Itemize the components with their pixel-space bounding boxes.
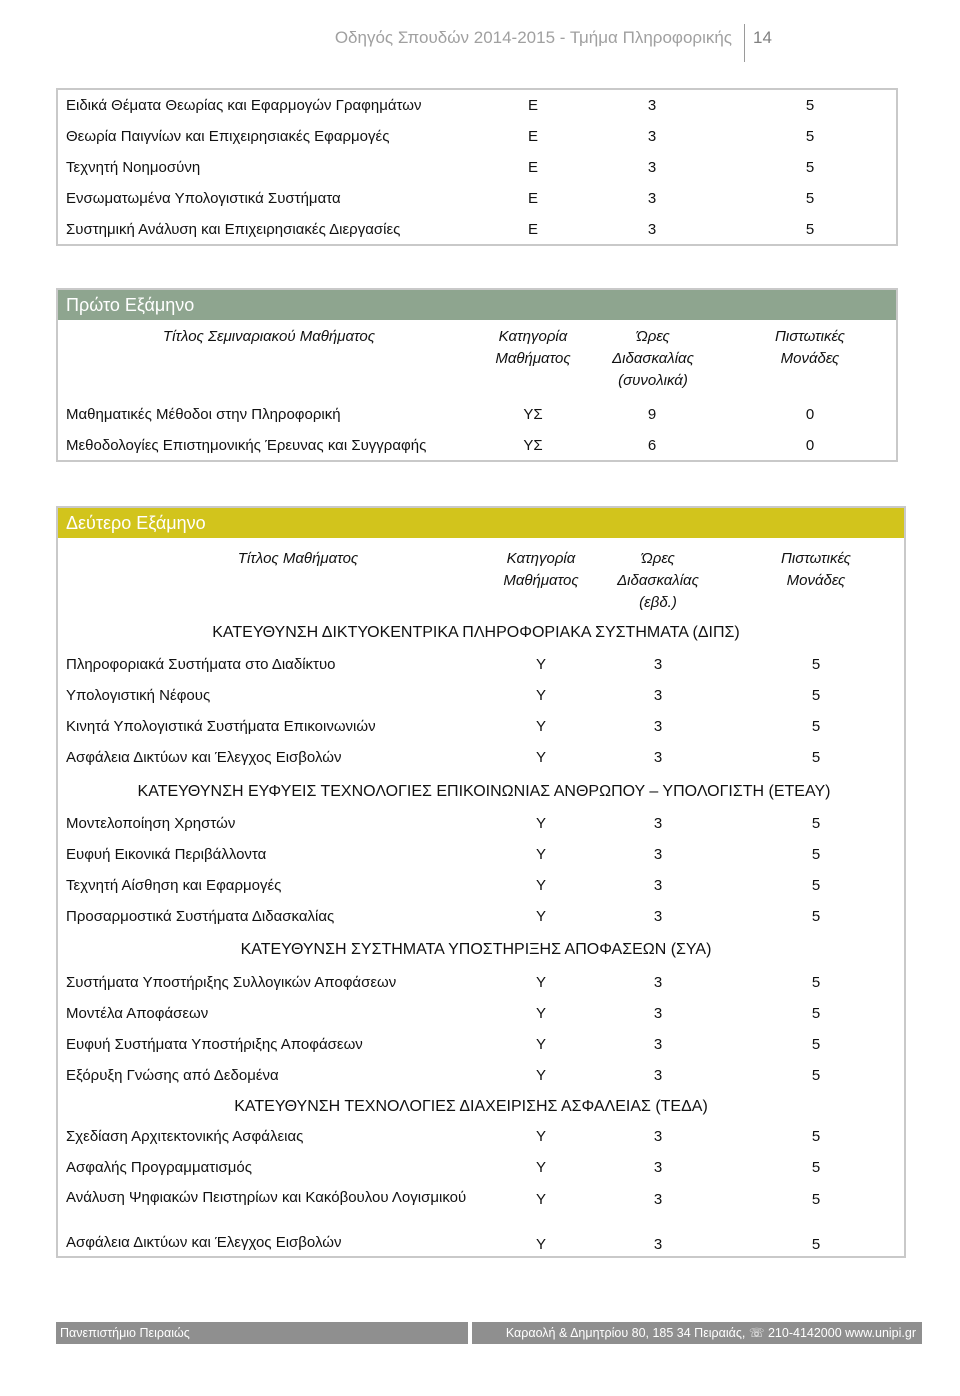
course-title: Ευφυή Συστήματα Υποστήριξης Αποφάσεων: [66, 1036, 363, 1053]
column-header-hours-line2: Διδασκαλίας: [612, 350, 694, 367]
column-header-category: [486, 548, 596, 592]
course-title: Τεχνητή Αίσθηση και Εφαρμογές: [66, 877, 282, 894]
course-category: Υ: [535, 718, 546, 735]
course-title: Ευφυή Εικονικά Περιβάλλοντα: [66, 846, 267, 863]
course-category: Ε: [527, 159, 538, 176]
course-category: Υ: [535, 656, 546, 673]
course-title: Θεωρία Παιγνίων και Επιχειρησιακές Εφαρμογές: [66, 128, 390, 145]
second-semester-heading: Δεύτερο Εξάμηνο: [58, 508, 904, 538]
course-category: Ε: [527, 97, 538, 114]
course-category: Ε: [527, 190, 538, 207]
footer-university: Πανεπιστήμιο Πειραιώς: [60, 1326, 190, 1340]
course-title: Ασφάλεια Δικτύων και Έλεγχος Εισβολών: [66, 1234, 342, 1251]
course-credits: 5: [805, 221, 815, 238]
column-header-category-line1: Κατηγορία: [498, 328, 568, 345]
course-credits: 5: [811, 749, 821, 766]
column-header-category-line2: Μαθήματος: [495, 350, 571, 367]
course-title: Συστήματα Υποστήριξης Συλλογικών Αποφάσεων: [66, 974, 397, 991]
course-category: ΥΣ: [523, 437, 543, 454]
course-credits: 5: [811, 1036, 821, 1053]
column-header-hours-line1: Ώρες: [641, 550, 675, 567]
course-title: Εξόρυξη Γνώσης από Δεδομένα: [66, 1067, 279, 1084]
course-credits: 5: [811, 846, 821, 863]
column-header-hours: [598, 326, 708, 392]
course-hours: 3: [647, 128, 657, 145]
course-title: Υπολογιστική Νέφους: [66, 687, 211, 704]
course-hours: 9: [647, 406, 657, 423]
course-hours: 3: [647, 221, 657, 238]
course-hours: 3: [653, 908, 663, 925]
course-category: Υ: [535, 687, 546, 704]
course-category: Υ: [535, 1128, 546, 1145]
course-title: Ανάλυση Ψηφιακών Πειστηρίων και Κακόβουλου Λογισμικού: [66, 1189, 467, 1206]
course-title: Προσαρμοστικά Συστήματα Διδασκαλίας: [66, 908, 335, 925]
course-credits: 0: [805, 406, 815, 423]
track-heading-sya: ΚΑΤΕΥΘΥΝΣΗ ΣΥΣΤΗΜΑΤΑ ΥΠΟΣΤΗΡΙΞΗΣ ΑΠΟΦΑΣΕΩΝ (ΣΥΑ): [240, 941, 712, 958]
page-footer: [56, 1322, 922, 1344]
track-heading-eteay: ΚΑΤΕΥΘΥΝΣΗ ΕΥΦΥΕΙΣ ΤΕΧΝΟΛΟΓΙΕΣ ΕΠΙΚΟΙΝΩΝΙΑΣ ΑΝΘΡΩΠΟΥ – ΥΠΟΛΟΓΙΣΤΗ (ΕΤΕΑΥ): [137, 783, 831, 800]
column-header-category: [478, 326, 588, 370]
column-header-credits-line1: Πιστωτικές: [781, 550, 851, 567]
header-divider: [744, 24, 745, 62]
course-category: ΥΣ: [523, 406, 543, 423]
course-credits: 5: [811, 1005, 821, 1022]
course-category: Υ: [535, 815, 546, 832]
course-title: Μεθοδολογίες Επιστημονικής Έρευνας και Συγγραφής: [66, 437, 427, 454]
course-hours: 3: [653, 656, 663, 673]
course-hours: 3: [653, 687, 663, 704]
course-credits: 5: [811, 1067, 821, 1084]
course-credits: 5: [811, 656, 821, 673]
course-hours: 3: [647, 190, 657, 207]
course-credits: 5: [811, 1128, 821, 1145]
column-header-credits-line2: Μονάδες: [786, 572, 846, 589]
track-heading-dips: ΚΑΤΕΥΘΥΝΣΗ ΔΙΚΤΥΟΚΕΝΤΡΙΚΑ ΠΛΗΡΟΦΟΡΙΑΚΑ ΣΥΣΤΗΜΑΤΑ (ΔΙΠΣ): [212, 624, 740, 641]
course-hours: 3: [653, 749, 663, 766]
course-title: Συστημική Ανάλυση και Επιχειρησιακές Διεργασίες: [66, 221, 401, 238]
course-category: Υ: [535, 974, 546, 991]
column-header-credits-line2: Μονάδες: [780, 350, 840, 367]
course-title: Πληροφοριακά Συστήματα στο Διαδίκτυο: [66, 656, 336, 673]
column-header-credits: [750, 326, 870, 370]
column-header-hours-line2: Διδασκαλίας: [617, 572, 699, 589]
column-header-title: Τίτλος Σεμιναριακού Μαθήματος: [162, 328, 376, 345]
course-title: Σχεδίαση Αρχιτεκτονικής Ασφάλειας: [66, 1128, 304, 1145]
track-heading-teda: ΚΑΤΕΥΘΥΝΣΗ ΤΕΧΝΟΛΟΓΙΕΣ ΔΙΑΧΕΙΡΙΣΗΣ ΑΣΦΑΛΕΙΑΣ (ΤΕΔΑ): [234, 1098, 708, 1115]
course-category: Υ: [535, 846, 546, 863]
page-header-title: Οδηγός Σπουδών 2014-2015 - Τμήμα Πληροφορικής: [334, 28, 732, 47]
course-category: Ε: [527, 221, 538, 238]
course-title: Ασφάλεια Δικτύων και Έλεγχος Εισβολών: [66, 749, 342, 766]
column-header-category-line2: Μαθήματος: [503, 572, 579, 589]
column-header-credits: [756, 548, 876, 592]
course-hours: 3: [653, 877, 663, 894]
course-title: Κινητά Υπολογιστικά Συστήματα Επικοινωνιών: [66, 718, 376, 735]
column-header-credits-line1: Πιστωτικές: [775, 328, 845, 345]
course-credits: 5: [811, 815, 821, 832]
column-header-hours-line3: (εβδ.): [639, 594, 677, 611]
course-hours: 3: [653, 1236, 663, 1253]
course-credits: 5: [811, 1191, 821, 1208]
course-credits: 5: [805, 97, 815, 114]
second-semester-table: [56, 506, 906, 1258]
course-hours: 3: [647, 97, 657, 114]
course-title: Ενσωματωμένα Υπολογιστικά Συστήματα: [66, 190, 341, 207]
elective-courses-table: [56, 88, 898, 246]
course-credits: 5: [805, 128, 815, 145]
column-header-title: Τίτλος Μαθήματος: [237, 550, 359, 567]
course-credits: 5: [811, 718, 821, 735]
course-credits: 5: [805, 190, 815, 207]
course-hours: 3: [653, 1005, 663, 1022]
course-category: Υ: [535, 877, 546, 894]
page-number: 14: [753, 28, 772, 47]
course-category: Υ: [535, 1159, 546, 1176]
footer-divider: [468, 1322, 472, 1344]
course-title: Ειδικά Θέματα Θεωρίας και Εφαρμογών Γραφημάτων: [66, 97, 422, 114]
course-hours: 3: [653, 1191, 663, 1208]
course-credits: 0: [805, 437, 815, 454]
column-header-hours-line3: (συνολικά): [618, 372, 688, 389]
course-title: Τεχνητή Νοημοσύνη: [66, 159, 201, 176]
footer-contact: Καραολή & Δημητρίου 80, 185 34 Πειραιάς, ☏ 210-4142000 www.unipi.gr: [505, 1326, 916, 1340]
course-title: Μοντελοποίηση Χρηστών: [66, 815, 236, 832]
course-hours: 3: [653, 1067, 663, 1084]
course-credits: 5: [811, 1236, 821, 1253]
column-header-category-line1: Κατηγορία: [506, 550, 576, 567]
column-header-hours: [603, 548, 713, 614]
course-credits: 5: [811, 1159, 821, 1176]
course-title: Μαθηματικές Μέθοδοι στην Πληροφορική: [66, 406, 341, 423]
course-category: Υ: [535, 749, 546, 766]
course-category: Υ: [535, 908, 546, 925]
column-header-hours-line1: Ώρες: [636, 328, 670, 345]
course-credits: 5: [805, 159, 815, 176]
course-category: Υ: [535, 1236, 546, 1253]
course-hours: 3: [653, 1036, 663, 1053]
course-hours: 3: [653, 718, 663, 735]
course-category: Ε: [527, 128, 538, 145]
course-hours: 3: [647, 159, 657, 176]
course-category: Υ: [535, 1005, 546, 1022]
course-credits: 5: [811, 908, 821, 925]
course-title: Μοντέλα Αποφάσεων: [66, 1005, 209, 1022]
course-hours: 3: [653, 846, 663, 863]
course-title: Ασφαλής Προγραμματισμός: [66, 1159, 252, 1176]
course-credits: 5: [811, 974, 821, 991]
course-category: Υ: [535, 1191, 546, 1208]
first-semester-table: [56, 288, 898, 462]
course-hours: 3: [653, 1128, 663, 1145]
course-hours: 6: [647, 437, 657, 454]
course-credits: 5: [811, 877, 821, 894]
course-credits: 5: [811, 687, 821, 704]
course-hours: 3: [653, 974, 663, 991]
first-semester-heading: Πρώτο Εξάμηνο: [58, 290, 896, 320]
course-hours: 3: [653, 815, 663, 832]
course-category: Υ: [535, 1067, 546, 1084]
course-category: Υ: [535, 1036, 546, 1053]
course-hours: 3: [653, 1159, 663, 1176]
